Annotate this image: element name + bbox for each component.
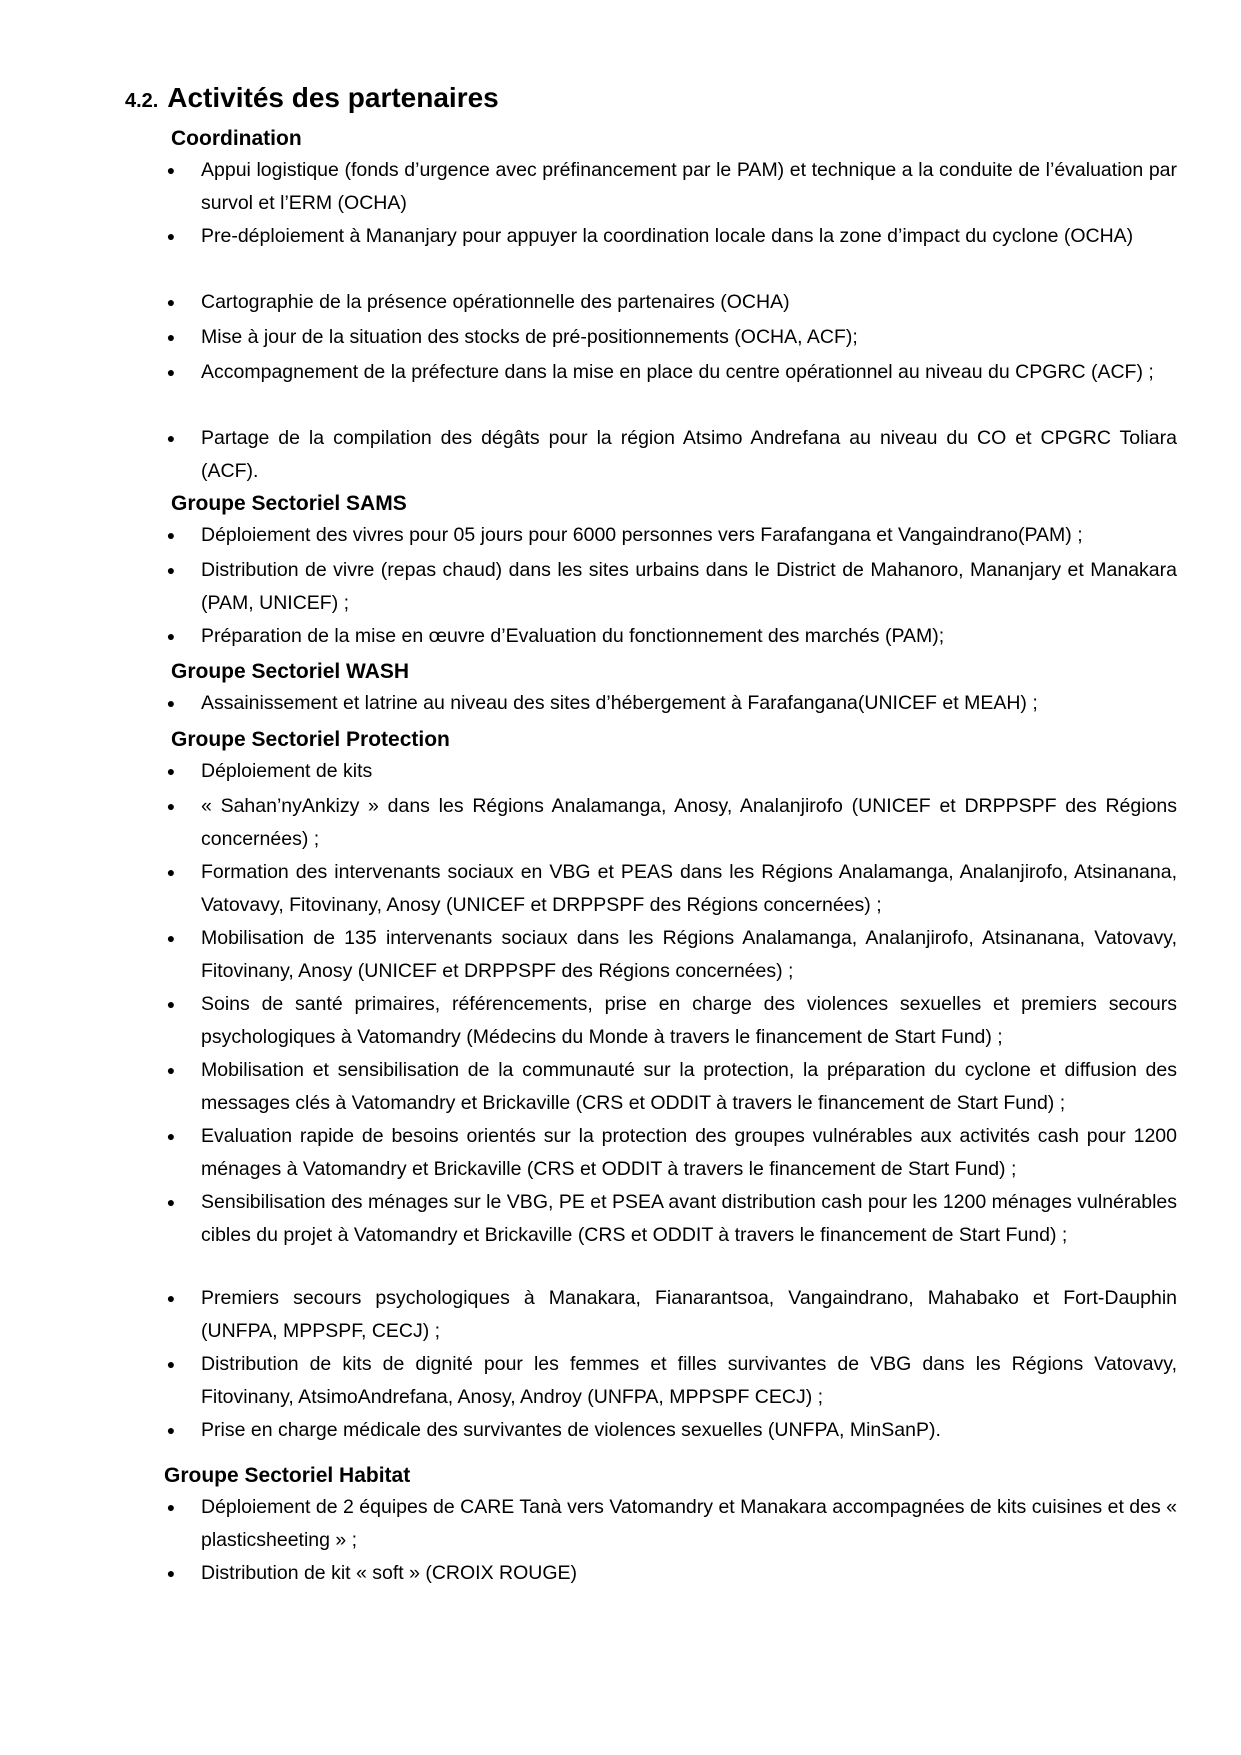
bullet-icon: ● [166,996,176,1012]
bullet-icon: ● [166,628,176,644]
list-item-text: Prise en charge médicale des survivantes de violences sexuelles (UNFPA, MinSanP). [201,1419,941,1441]
bullet-icon: ● [166,562,176,578]
list-item-text: Partage de la compilation des dégâts pour la région Atsimo Andrefana au niveau du CO et CPGRC Toliara (ACF). [201,427,1177,482]
list-item [0,422,1177,488]
bullet-icon: ● [166,1422,176,1438]
list-item-text: Distribution de kits de dignité pour les femmes et filles survivantes de VBG dans les Régions Vatovavy, Fitovinany, AtsimoAndrefana, Anosy, Androy (UNFPA, MPPSPF CECJ) ; [201,1353,1177,1408]
bullet-icon: ● [166,364,176,380]
list-item-text: Mise à jour de la situation des stocks de pré-positionnements (OCHA, ACF); [201,326,858,348]
list-item [0,1414,1177,1447]
list-item [0,620,1177,653]
bullet-icon: ● [166,1128,176,1144]
bullet-icon: ● [166,162,176,178]
list-item-text: Pre-déploiement à Mananjary pour appuyer la coordination locale dans la zone d’impact du cyclone (OCHA) [201,225,1134,247]
list-item [0,687,1177,720]
bullet-icon: ● [166,930,176,946]
bullet-icon: ● [166,1062,176,1078]
list-item-text: Déploiement de kits [201,760,373,782]
group-heading: Groupe Sectoriel Protection [171,728,450,751]
bullet-icon: ● [166,1499,176,1515]
list-item [0,922,1177,988]
list-item [0,519,1177,552]
list-item [0,220,1177,286]
list-item-text: Premiers secours psychologiques à Manakara, Fianarantsoa, Vangaindrano, Mahabako et Fort-Dauphin (UNFPA, MPPSPF, CECJ) ; [201,1287,1177,1342]
list-item-text: Distribution de vivre (repas chaud) dans les sites urbains dans le District de Mahanoro, Mananjary et Manakara (PAM, UNICEF) ; [201,559,1177,614]
list-item [0,1054,1177,1120]
group-heading: Groupe Sectoriel WASH [171,660,410,683]
list-item-text: Cartographie de la présence opérationnelle des partenaires (OCHA) [201,291,790,313]
bullet-icon: ● [166,1356,176,1372]
list-item-text: Déploiement de 2 équipes de CARE Tanà vers Vatomandry et Manakara accompagnées de kits cuisines et des « plasticsheeting » ; [201,1496,1177,1551]
group-protection [0,724,1241,1449]
list-item-text: Préparation de la mise en œuvre d’Evaluation du fonctionnement des marchés (PAM); [201,625,945,647]
list-item-text: Accompagnement de la préfecture dans la mise en place du centre opérationnel au niveau du CPGRC (ACF) ; [201,361,1154,383]
group-items [0,755,1241,1447]
section-number: 4.2. [125,90,159,112]
group-items [0,687,1241,720]
bullet-icon: ● [166,1290,176,1306]
list-item [0,1120,1177,1186]
list-item-text: Soins de santé primaires, référencements, prise en charge des violences sexuelles et premiers secours psychologiques à Vatomandry (Médecins du Monde à travers le financement de Start Fund) ; [201,993,1177,1048]
bullet-icon: ● [166,695,176,711]
list-item [0,554,1177,620]
list-item [0,154,1177,220]
list-item-text: Mobilisation et sensibilisation de la communauté sur la protection, la préparation du cyclone et diffusion des messages clés à Vatomandry et Brickaville (CRS et ODDIT à travers le financement de Start Fund) ; [201,1059,1177,1114]
bullet-icon: ● [166,329,176,345]
list-item [0,1491,1177,1557]
list-item-text: Mobilisation de 135 intervenants sociaux dans les Régions Analamanga, Analanjirofo, Atsinanana, Vatovavy, Fitovinany, Anosy (UNICEF et DRPPSPF des Régions concernées) ; [201,927,1177,982]
bullet-icon: ● [166,763,176,779]
section-title-text: Activités des partenaires [167,82,499,113]
group-heading: Groupe Sectoriel Habitat [164,1464,411,1487]
list-item-text: Appui logistique (fonds d’urgence avec préfinancement par le PAM) et technique a la conduite de l’évaluation par survol et l’ERM (OCHA) [201,159,1177,214]
group-heading: Coordination [171,127,302,150]
bullet-icon: ● [166,228,176,244]
bullet-icon: ● [166,430,176,446]
list-item [0,1186,1177,1282]
list-item-text: Evaluation rapide de besoins orientés sur la protection des groupes vulnérables aux activités cash pour 1200 ménages à Vatomandry et Brickaville (CRS et ODDIT à travers le financement de Start Fund) ; [201,1125,1177,1180]
group-habitat [0,1460,1241,1592]
list-item [0,356,1177,422]
list-item-text: « Sahan’nyAnkizy » dans les Régions Analamanga, Anosy, Analanjirofo (UNICEF et DRPPSPF des Régions concernées) ; [201,795,1177,850]
bullet-icon: ● [166,294,176,310]
list-item-text: Assainissement et latrine au niveau des sites d’hébergement à Farafangana(UNICEF et MEAH) ; [201,692,1038,714]
group-sams [0,488,1241,655]
list-item-text: Déploiement des vivres pour 05 jours pour 6000 personnes vers Farafangana et Vangaindrano(PAM) ; [201,524,1083,546]
list-item [0,988,1177,1054]
list-item-text: Distribution de kit « soft » (CROIX ROUGE) [201,1562,578,1584]
list-item-text: Formation des intervenants sociaux en VBG et PEAS dans les Régions Analamanga, Analanjirofo, Atsinanana, Vatovavy, Fitovinany, Anosy (UNICEF et DRPPSPF des Régions concernées) ; [201,861,1177,916]
bullet-icon: ● [166,1194,176,1210]
list-item [0,1348,1177,1414]
group-heading: Groupe Sectoriel SAMS [171,492,407,515]
list-item [0,755,1177,788]
list-item [0,321,1177,354]
list-item [0,790,1177,856]
group-items [0,1491,1241,1590]
group-wash [0,656,1241,722]
list-item [0,1557,1177,1590]
group-items [0,154,1241,488]
bullet-icon: ● [166,798,176,814]
list-item-text: Sensibilisation des ménages sur le VBG, PE et PSEA avant distribution cash pour les 1200 ménages vulnérables cibles du projet à Vatomandry et Brickaville (CRS et ODDIT à travers le financement de Start Fund) ; [201,1191,1177,1246]
list-item [0,286,1177,319]
list-item [0,856,1177,922]
group-items [0,519,1241,653]
bullet-icon: ● [166,864,176,880]
bullet-icon: ● [166,1565,176,1581]
group-coordination [0,123,1241,488]
bullet-icon: ● [166,527,176,543]
section-title [125,78,499,115]
list-item [0,1282,1177,1348]
